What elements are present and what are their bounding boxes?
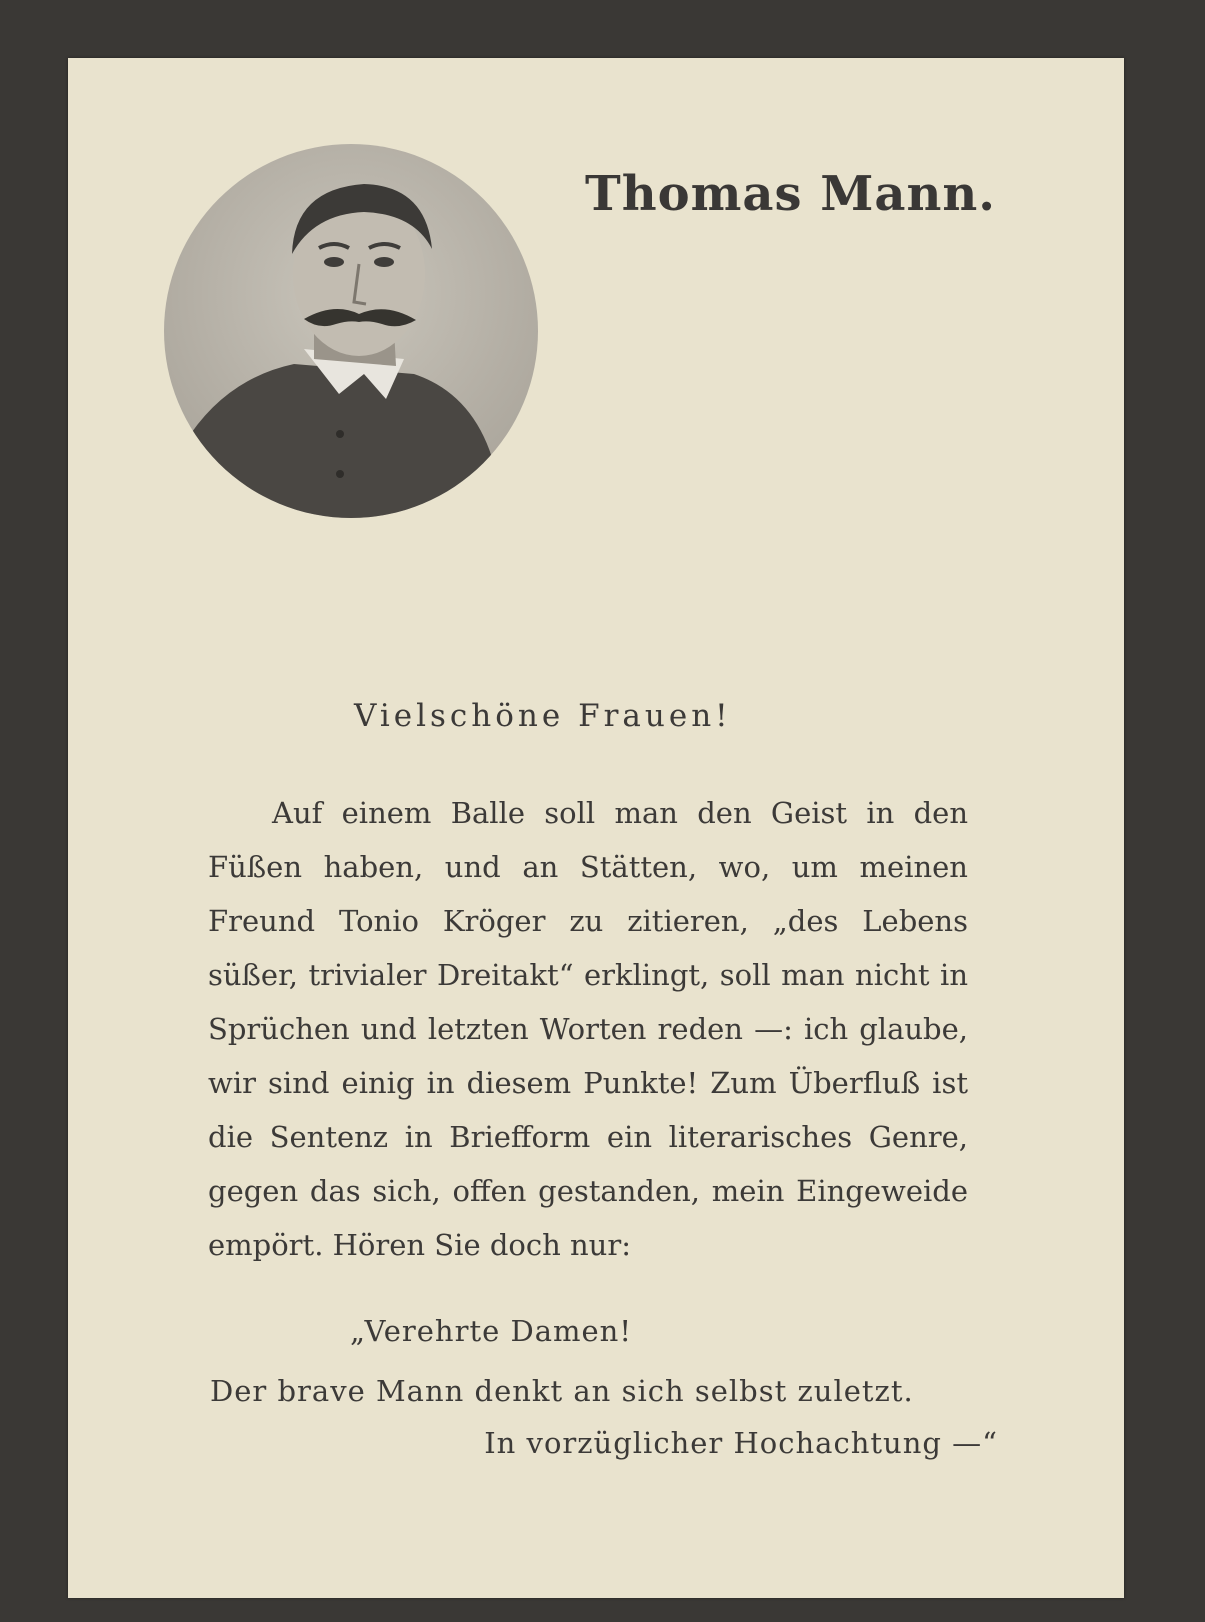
- letter-body: Auf einem Balle soll man den Geist in den Füßen haben, und an Stätten, wo, um meinen Freund Tonio Kröger zu zitieren, „des Lebens süßer, trivialer Dreitakt“ erklingt, soll man nicht in Sprüchen und letzten Worten reden —: ich glaube, wir sind einig in diesem Punkte! Zum Überfluß ist die Sentenz in Briefform ein literarisches Genre, gegen das sich, offen gestanden, mein Eingeweide empört. Hören Sie doch nur:: [208, 796, 968, 1262]
- letter-salutation: Vielschöne Frauen!: [354, 698, 732, 734]
- letter-card: [68, 58, 1124, 1598]
- portrait-photo-icon: [164, 144, 538, 518]
- quote-closing: In vorzüglicher Hochachtung —“: [484, 1426, 998, 1460]
- author-name: Thomas Mann.: [585, 166, 996, 222]
- quote-line: Der brave Mann denkt an sich selbst zuletzt.: [210, 1374, 914, 1408]
- author-portrait: [164, 144, 538, 518]
- quote-salutation: „Verehrte Damen!: [350, 1314, 633, 1348]
